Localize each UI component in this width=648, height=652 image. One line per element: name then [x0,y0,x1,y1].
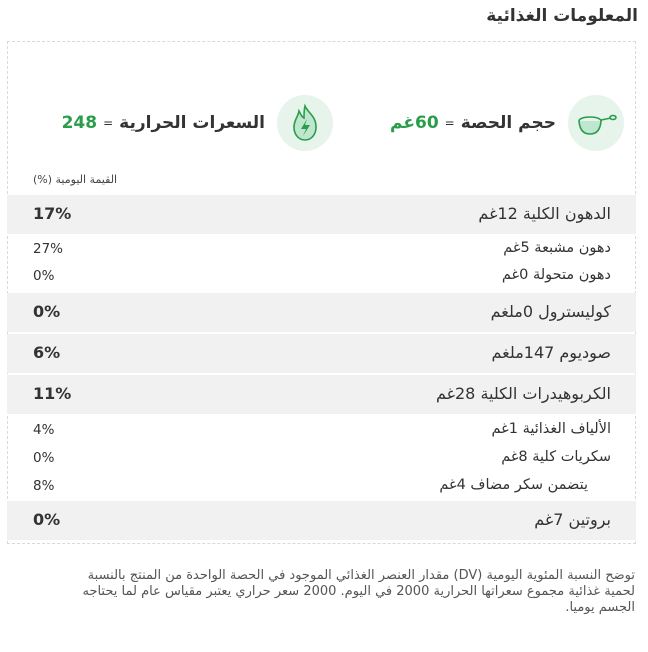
nutrient-subrow [7,263,636,291]
nutrient-name: كوليسترول 0ملغم [490,302,611,321]
nutrient-name: دهون متحولة 0غم [501,267,611,283]
nutrient-percent: 27% [33,241,64,257]
bowl-spoon-icon [568,95,624,151]
serving-size-stat [390,85,624,161]
nutrient-row [7,501,636,540]
serving-equals: = [444,116,455,130]
nutrient-percent: 0% [33,510,61,529]
nutrient-subrow [7,473,636,501]
nutrient-subrow [7,417,636,445]
section-title: المعلومات الغذائية [486,6,638,26]
serving-size-label: حجم الحصة [460,113,556,133]
calories-value: 248 [61,113,98,133]
nutrient-name: الكربوهيدرات الكلية 28غم [435,384,611,403]
nutrient-percent: 6% [33,343,61,362]
flame-energy-icon [277,95,333,151]
nutrient-row [7,195,636,234]
daily-value-footnote: توضح النسبة المئوية اليومية (DV) مقدار العنصر الغذائي الموجود في الحصة الواحدة من المنتج بالنسبة لحمية غذائية مجموع سعراتها الحرارية 2000 في اليوم. 2000 سعر حراري يعتبر مقياس عام لما يحتاجه الجسم يوميا. [82,568,635,615]
nutrient-subrow [7,236,636,264]
nutrient-percent: 0% [33,268,55,284]
nutrient-row [7,293,636,332]
nutrient-percent: 17% [33,204,72,223]
calories-stat [62,85,333,161]
nutrient-row [7,334,636,373]
nutrient-name: الدهون الكلية 12غم [478,204,611,223]
nutrient-percent: 8% [33,478,55,494]
nutrient-name: صوديوم 147ملغم [491,343,611,362]
calories-label: السعرات الحرارية [119,113,265,133]
serving-size-value: 60غم [390,113,439,133]
nutrient-percent: 0% [33,302,61,321]
nutrient-name: سكريات كلية 8غم [501,449,611,465]
nutrient-name: الألياف الغذائية 1غم [491,421,611,437]
daily-value-header: القيمة اليومية (%) [33,173,118,186]
nutrient-row [7,375,636,414]
nutrient-percent: 11% [33,384,72,403]
nutrient-name: دهون مشبعة 5غم [503,240,611,256]
nutrient-percent: 4% [33,422,55,438]
calories-equals: = [103,116,114,130]
nutrient-name: يتضمن سكر مضاف 4غم [439,477,588,493]
nutrient-percent: 0% [33,450,55,466]
nutrient-name: بروتين 7غم [534,510,611,529]
nutrient-subrow [7,445,636,473]
